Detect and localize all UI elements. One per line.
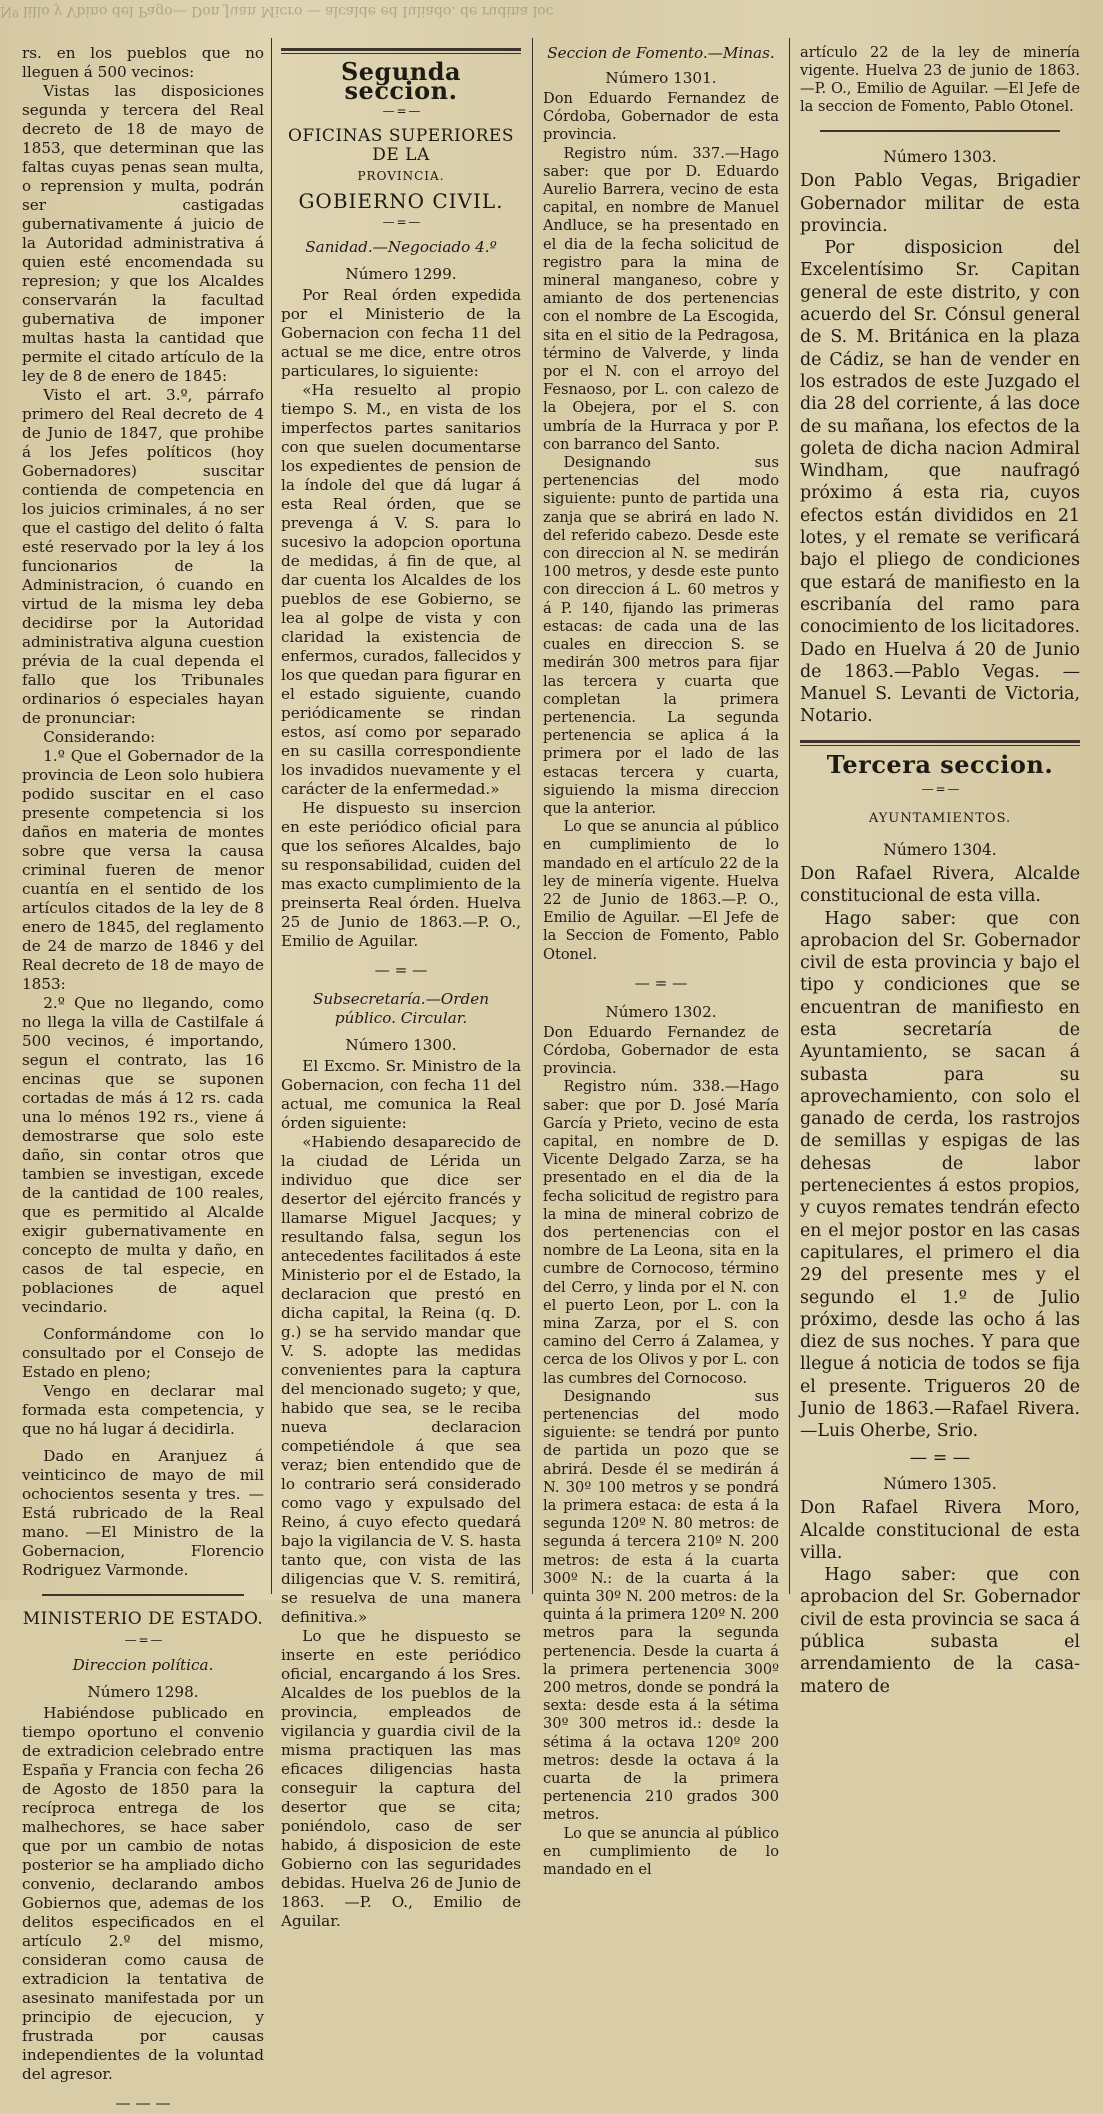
column-rule (532, 38, 533, 1594)
section-rule (800, 740, 1080, 746)
department-heading: Subsecretaría.—Orden público. Circular. (313, 990, 489, 1027)
column-2 (281, 44, 521, 1930)
paragraph: Por disposicion del Excelentísimo Sr. Capitan general de este distrito, y con acuerdo del Sr. Cónsul general de S. M. Británica en la plaza de Cádiz, se han de vender en los estrados de este Juzgado el dia 28 del corriente, á las doce de su mañana, los efectos de la goleta de dicha nacion Admiral Windham, que naufragó próximo á esta ria, cuyos efectos están divididos en 21 lotes, y el remate se verificará bajo el pliego de condiciones que estará de manifiesto en la escribanía del ramo para conocimiento de los licitadores. Dado en Huelva á 20 de Junio de 1863.—Pablo Vegas. —Manuel S. Levanti de Victoria, Notario. (800, 238, 1080, 727)
office-heading: OFICINAS SUPERIORES DE LA (287, 126, 514, 165)
divider (820, 130, 1060, 132)
notice-issuer: Don Pablo Vegas, Brigadier Gobernador militar de esta provincia. (800, 171, 1080, 236)
notice-issuer: Don Eduardo Fernandez de Córdoba, Gobernador de esta provincia. (543, 90, 779, 144)
paragraph: Considerando: (43, 728, 156, 746)
notice-number: Número 1300. (345, 1036, 457, 1054)
paragraph: He dispuesto su insercion en este periódico oficial para que los señores Alcaldes, bajo su responsabilidad, cuiden del mas exacto cumplimiento de la preinserta Real órden. Huelva 25 de Junio de 1863.—P. O., Emilio de Aguilar. (281, 799, 521, 950)
bleed-through-text: Nº lillo y Vbino del Pago— Don Juan Micro — alcalde ed Iuliado. de rudina loc (0, 3, 554, 19)
paragraph: Vistas las disposiciones segunda y tercera del Real decreto de 18 de mayo de 1853, que determinan que las faltas cuyas penas sean multa, o reprension y multa, podrán ser castigadas gubernativamente á juicio de la Autoridad administrativa á quien esté encomendada su represion; y que los Alcaldes conservarán la facultad gubernativa de imponer multas hasta la cantidad que permite el citado artículo de la ley de 8 de enero de 1845: (22, 82, 264, 385)
notice-issuer: Don Eduardo Fernandez de Córdoba, Gobernador de esta provincia. (543, 1023, 779, 1078)
paragraph: Hago saber: que con aprobacion del Sr. Gobernador civil de esta provincia y bajo el tipo y condiciones que se encuentran de manifiesto en esta secretaría de Ayuntamiento, se sacan á subasta para su aprovechamiento, con solo el ganado de cerda, los rastrojos de semillas y espigas de las dehesas de labor pertenecientes á estos propios, y cuyos remates tendrán efecto en el mejor postor en las casas capitulares, el primero el dia 29 del presente mes y el segundo el 1.º de Julio próximo, desde las ocho á las diez de sus noches. Y para que llegue á noticia de todos se fija el presente. Trigueros 20 de Junio de 1863.—Rafael Rivera.—Luis Oherbe, Srio. (800, 908, 1080, 1442)
notice-number: Número 1305. (883, 1474, 997, 1493)
column-4 (800, 44, 1080, 1697)
paragraph: Lo que he dispuesto se inserte en este periódico oficial, encargando á los Sres. Alcaldes de los pueblos de la provincia, empleados de vigilancia y guardia civil de la misma practiquen las mas eficaces diligencias hasta conseguir la captura del desertor que se cita; poniéndolo, caso de ser habido, á disposicion de este Gobierno con las seguridades debidas. Huelva 26 de Junio de 1863. —P. O., Emilio de Aguilar. (281, 1627, 521, 1930)
paragraph: artículo 22 de la ley de minería vigente. Huelva 23 de junio de 1863.—P. O., Emilio de Aguilar. —El Jefe de la seccion de Fomento, Pablo Otonel. (800, 44, 1080, 115)
paragraph: Lo que se anuncia al público en cumplimiento de lo mandado en el artículo 22 de la ley de minería vigente. Huelva 22 de Junio de 1863.—P. O., Emilio de Aguilar. —El Jefe de la Seccion de Fomento, Pablo Otonel. (543, 818, 779, 963)
paragraph: Registro núm. 338.—Hago saber: que por D. José María García y Prieto, vecino de esta capital, en nombre de D. Vicente Delgado Zarza, se ha presentado en el dia de la fecha solicitud de registro para la mina de mineral cobrizo de dos pertenencias con el nombre de La Leona, sita en la cumbre de Cornocoso, término del Cerro, y linda por el N. con el puerto Leon, por L. con la mina Zarza, por el S. con camino del Cerro á Zalamea, y cerca de los Olivos y por L. con las cumbres del Cornocoso. (543, 1078, 779, 1387)
gobierno-heading: GOBIERNO CIVIL. (298, 189, 504, 213)
paragraph: Conformándome con lo consultado por el Consejo de Estado en pleno; (22, 1325, 264, 1381)
department-heading: Seccion de Fomento.—Minas. (547, 44, 775, 62)
column-1 (22, 44, 264, 2112)
notice-number: Número 1304. (883, 840, 997, 859)
notice-issuer: Don Rafael Rivera, Alcalde constitucional de esta villa. (800, 863, 1080, 907)
department-heading: Direccion política. (72, 1656, 214, 1674)
ministry-heading: MINISTERIO DE ESTADO. (22, 1609, 264, 1629)
notice-number: Número 1303. (883, 148, 997, 166)
paragraph: El Excmo. Sr. Ministro de la Gobernacion, con fecha 11 del actual, me comunica la Real órden siguiente: (281, 1057, 521, 1132)
ornament: — = — (382, 215, 420, 229)
ornament: — = — (124, 1633, 162, 1647)
ornament: — = — (382, 104, 420, 118)
section-rule (281, 48, 521, 54)
notice-number: Número 1302. (605, 1002, 717, 1021)
ornament: — = — (374, 961, 428, 979)
notice-issuer: Don Rafael Rivera Moro, Alcalde constitucional de esta villa. (800, 1498, 1080, 1563)
paragraph: Designando sus pertenencias del modo siguiente: se tendrá por punto de partida un pozo que se abrirá. Desde él se medirán á N. 30º 100 metros y se pondrá la primera estaca: de esta á la segunda 120º N. 80 metros: de segunda á tercera 210º N. 200 metros: de esta á la cuarta 300º N.: de la cuarta á la quinta 30º N. 200 metros: de la quinta á la primera 120º N. 200 metros para la segunda pertenencia. Desde la cuarta á la primera pertenencia 300º 200 metros, donde se pondrá la sexta: desde esta á la sétima 30º 300 metros id.: desde la sétima á la octava 120º 200 metros: desde la octava á la cuarta de la primera pertenencia 210 grados 300 metros. (543, 1387, 779, 1824)
paragraph: Visto el art. 3.º, párrafo primero del Real decreto de 4 de Junio de 1847, que prohibe á los Jefes políticos (hoy Gobernadores) suscitar contienda de competencia en los juicios criminales, á no ser que el castigo del delito ó falta esté reservado por la ley á los funcionarios de la Administracion, ó cuando en virtud de la misma ley deba decidirse por la Autoridad administrativa alguna cuestion prévia de la cual dependa el fallo que los Tribunales ordinarios ó especiales hayan de pronunciar: (22, 386, 264, 727)
section-heading: Segunda seccion. (340, 57, 462, 105)
column-rule (271, 38, 272, 1594)
paragraph: 2.º Que no llegando, como no llega la villa de Castilfale á 500 vecinos, é importando, segun el contrato, las 16 encinas que se suponen cortadas de más á 12 rs. cada una lo ménos 192 rs., viene á demostrarse que solo este daño, sin contar otros que tambien se investigan, excede de la cantidad de 100 reales, que es permitido al Alcalde exigir gubernativamente en concepto de multa y daño, en casos de tal especie, en poblaciones de aquel vecindario. (22, 994, 264, 1316)
ornament: — = — (921, 782, 959, 797)
ornament: — = — (634, 973, 688, 992)
column-rule (789, 38, 790, 1594)
paragraph: Registro núm. 337.—Hago saber: que por D. Eduardo Aurelio Barrera, vecino de esta capital, en nombre de Manuel Andluce, se ha presentado en el dia de la fecha solicitud de registro para la mina de mineral manganeso, cobre y amianto de dos pertenencias con el nombre de La Escogida, sita en el sitio de la Pedragosa, término de Valverde, y linda por el N. con el arroyo del Fesnaoso, por L. con calezo de la Obejera, por el S. con umbría de la Hurraca y por P. con barranco del Santo. (543, 144, 779, 453)
paragraph: Hago saber: que con aprobacion del Sr. Gobernador civil de esta provincia se saca á pública subasta el arrendamiento de la casa-matero de (800, 1565, 1080, 1697)
department-heading: Sanidad.—Negociado 4.º (305, 238, 497, 256)
notice-number: Número 1301. (605, 69, 717, 87)
paragraph: Por Real órden expedida por el Ministerio de la Gobernacion con fecha 11 del actual se me dice, entre otros particulares, lo siguiente: (281, 286, 521, 380)
notice-number: Número 1298. (87, 1683, 199, 1701)
notice-number: Número 1299. (345, 265, 457, 283)
column-3 (543, 44, 779, 1879)
paragraph: rs. en los pueblos que no lleguen á 500 vecinos: (22, 44, 264, 81)
ayuntamientos-heading: AYUNTAMIENTOS. (868, 811, 1012, 827)
paragraph: 1.º Que el Gobernador de la provincia de Leon solo hubiera podido suscitar en el caso presente competencia si los daños en materia de montes sobre que versa la causa criminal fueren de menor cuantía en el sentido de los artículos citados de la ley de 8 enero de 1845, del reglamento de 24 de marzo de 1846 y del Real decreto de 18 de mayo de 1853: (22, 747, 264, 993)
section-heading: Tercera seccion. (826, 749, 1054, 779)
ornament: — = — (909, 1447, 971, 1468)
paragraph: Designando sus pertenencias del modo siguiente: punto de partida una zanja que se abrirá en lado N. del referido cabezo. Desde este con direccion al N. se medirán 100 metros, y desde este punto con direccion á L. 60 metros y á P. 140, fijando las primeras estacas: de cada una de las cuales en direccion S. se medirán 300 metros para fijar las tercera y cuarta que completan la primera pertenencia. La segunda pertenencia se aplica á la primera por el lado de las estacas tercera y cuarta, siguiendo la misma direccion que la anterior. (543, 454, 779, 817)
paragraph: Vengo en declarar mal formada esta competencia, y que no há lugar á decidirla. (22, 1382, 264, 1438)
paragraph: Habiéndose publicado en tiempo oportuno el convenio de extradicion celebrado entre España y Francia con fecha 26 de Agosto de 1850 para la recíproca entrega de los malhechores, se hace saber que por un cambio de notas posterior se ha ampliado dicho convenio, declarando ambos Gobiernos que, ademas de los delitos especificados en el artículo 2.º del mismo, consideran como causa de extradicion la tentativa de asesinato manifestada por un principio de ejecucion, y frustrada por causas independientes de la voluntad del agresor. (22, 1704, 264, 2083)
paragraph: «Habiendo desaparecido de la ciudad de Lérida un individuo que dice ser desertor del ejército francés y llamarse Miguel Jacques; y resultando falsa, segun los antecedentes facilitados á este Ministerio por el de Estado, la declaracion que prestó en dicha capital, la Reina (q. D. g.) se ha servido mandar que V. S. adopte las medidas convenientes para la captura del mencionado sugeto; y que, habido que sea, se le reciba nueva declaracion competiéndole á que sea veraz; bien entendido que de lo contrario será considerado como vago y expulsado del Reino, á cuyo efecto quedará bajo la vigilancia de V. S. hasta tanto que, con vista de las diligencias que V. S. remitirá, se resuelva de una manera definitiva.» (281, 1133, 521, 1626)
divider (42, 1594, 244, 1596)
paragraph: Lo que se anuncia al público en cumplimiento de lo mandado en el (543, 1824, 779, 1879)
end-mark: — — — (115, 2094, 171, 2112)
paragraph: «Ha resuelto al propio tiempo S. M., en vista de los imperfectos partes sanitarios con que suelen documentarse los expedientes de pension de la índole del que dá lugar á esta Real órden, que se prevenga á V. S. para lo sucesivo la adopcion oportuna de medidas, á fin de que, al dar cuenta los Alcaldes de los pueblos de ese Gobierno, se lea al golpe de vista y con claridad la existencia de enfermos, curados, fallecidos y los que quedan para figurar en el estado siguiente, cuando periódicamente se rindan estos, así como por separado en su casilla correspondiente los invadidos nuevamente y el carácter de la enfermedad.» (281, 381, 521, 798)
office-subheading: PROVINCIA. (357, 169, 445, 183)
paragraph: Dado en Aranjuez á veinticinco de mayo de mil ochocientos sesenta y tres. —Está rubricado de la Real mano. —El Ministro de la Gobernacion, Florencio Rodriguez Varmonde. (22, 1447, 264, 1579)
